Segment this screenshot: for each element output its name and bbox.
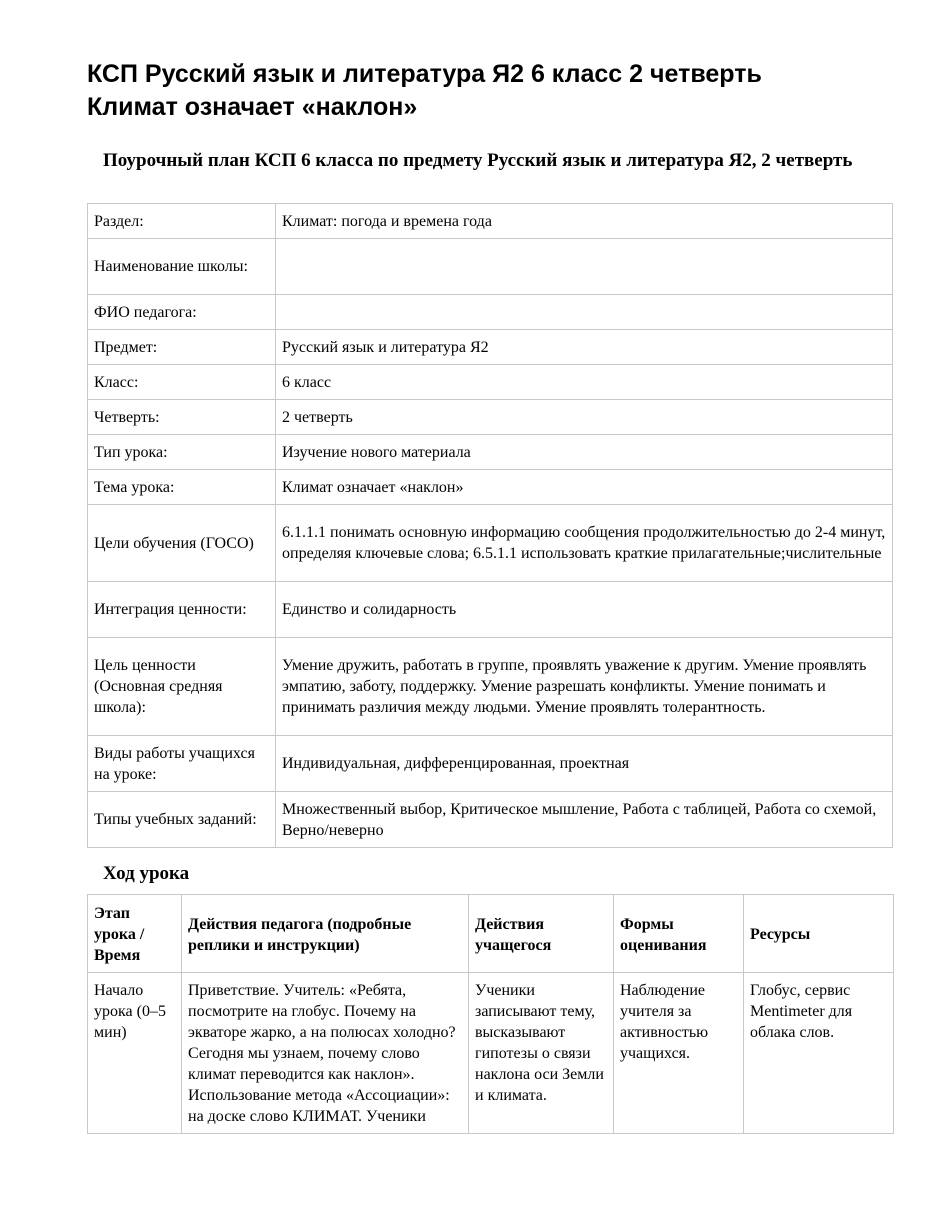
table-row (88, 638, 893, 736)
table-row (88, 239, 893, 295)
header-stage: Этап урока / Время (88, 895, 182, 973)
header-teacher-actions: Действия педагога (подробные реплики и инструкции) (182, 895, 469, 973)
info-value: 6.1.1.1 понимать основную информацию сообщения продолжительностью до 2-4 минут, определяя ключевые слова; 6.5.1.1 использовать краткие прилагательные;числительные (276, 505, 893, 582)
info-value: 2 четверть (276, 400, 893, 435)
course-heading: Ход урока (103, 863, 190, 884)
info-label: Типы учебных заданий: (88, 792, 276, 848)
teacher-actions-cell: Приветствие. Учитель: «Ребята, посмотрите на глобус. Почему на экваторе жарко, а на полюсах холодно? Сегодня мы узнаем, почему слово климат переводится как наклон». Использование метода «Ассоциации»: на доске слово КЛИМАТ. Ученики (182, 973, 469, 1134)
table-row (88, 736, 893, 792)
assessment-cell: Наблюдение учителя за активностью учащихся. (614, 973, 744, 1134)
student-actions-cell: Ученики записывают тему, высказывают гипотезы о связи наклона оси Земли и климата. (469, 973, 614, 1134)
plan-heading: Поурочный план КСП 6 класса по предмету Русский язык и литература Я2, 2 четверть (103, 150, 853, 171)
table-row (88, 365, 893, 400)
info-label: Цели обучения (ГОСО) (88, 505, 276, 582)
info-value (276, 295, 893, 330)
info-value: Климат означает «наклон» (276, 470, 893, 505)
info-value: Умение дружить, работать в группе, проявлять уважение к другим. Умение проявлять эмпатию, заботу, поддержку. Умение разрешать конфликты. Умение понимать и принимать различия между людьми. Умение проявлять толерантность. (276, 638, 893, 736)
table-row (88, 505, 893, 582)
table-row (88, 400, 893, 435)
table-header-row (88, 895, 894, 973)
info-value: Множественный выбор, Критическое мышление, Работа с таблицей, Работа со схемой, Верно/неверно (276, 792, 893, 848)
table-row (88, 973, 894, 1134)
info-value: Единство и солидарность (276, 582, 893, 638)
info-label: Цель ценности (Основная средняя школа): (88, 638, 276, 736)
header-student-actions: Действия учащегося (469, 895, 614, 973)
info-value: Климат: погода и времена года (276, 204, 893, 239)
header-assessment: Формы оценивания (614, 895, 744, 973)
info-label: Тип урока: (88, 435, 276, 470)
info-value (276, 239, 893, 295)
title-line-1: КСП Русский язык и литература Я2 6 класс 2 четверть (87, 60, 762, 88)
table-row (88, 582, 893, 638)
info-label: Раздел: (88, 204, 276, 239)
info-value: Изучение нового материала (276, 435, 893, 470)
table-row (88, 435, 893, 470)
info-label: Класс: (88, 365, 276, 400)
resources-cell: Глобус, сервис Mentimeter для облака слов. (744, 973, 894, 1134)
table-row (88, 295, 893, 330)
info-value: Русский язык и литература Я2 (276, 330, 893, 365)
document-title (87, 58, 887, 124)
lesson-info-table (87, 203, 893, 848)
table-row (88, 792, 893, 848)
info-label: Предмет: (88, 330, 276, 365)
info-label: Виды работы учащихся на уроке: (88, 736, 276, 792)
info-value: Индивидуальная, дифференцированная, проектная (276, 736, 893, 792)
info-label: Четверть: (88, 400, 276, 435)
table-row (88, 470, 893, 505)
info-label: Наименование школы: (88, 239, 276, 295)
info-value: 6 класс (276, 365, 893, 400)
table-row (88, 204, 893, 239)
info-label: ФИО педагога: (88, 295, 276, 330)
title-line-2: Климат означает «наклон» (87, 93, 418, 121)
info-label: Тема урока: (88, 470, 276, 505)
table-row (88, 330, 893, 365)
lesson-course-table (87, 894, 894, 1134)
header-resources: Ресурсы (744, 895, 894, 973)
stage-cell: Начало урока (0–5 мин) (88, 973, 182, 1134)
info-label: Интеграция ценности: (88, 582, 276, 638)
